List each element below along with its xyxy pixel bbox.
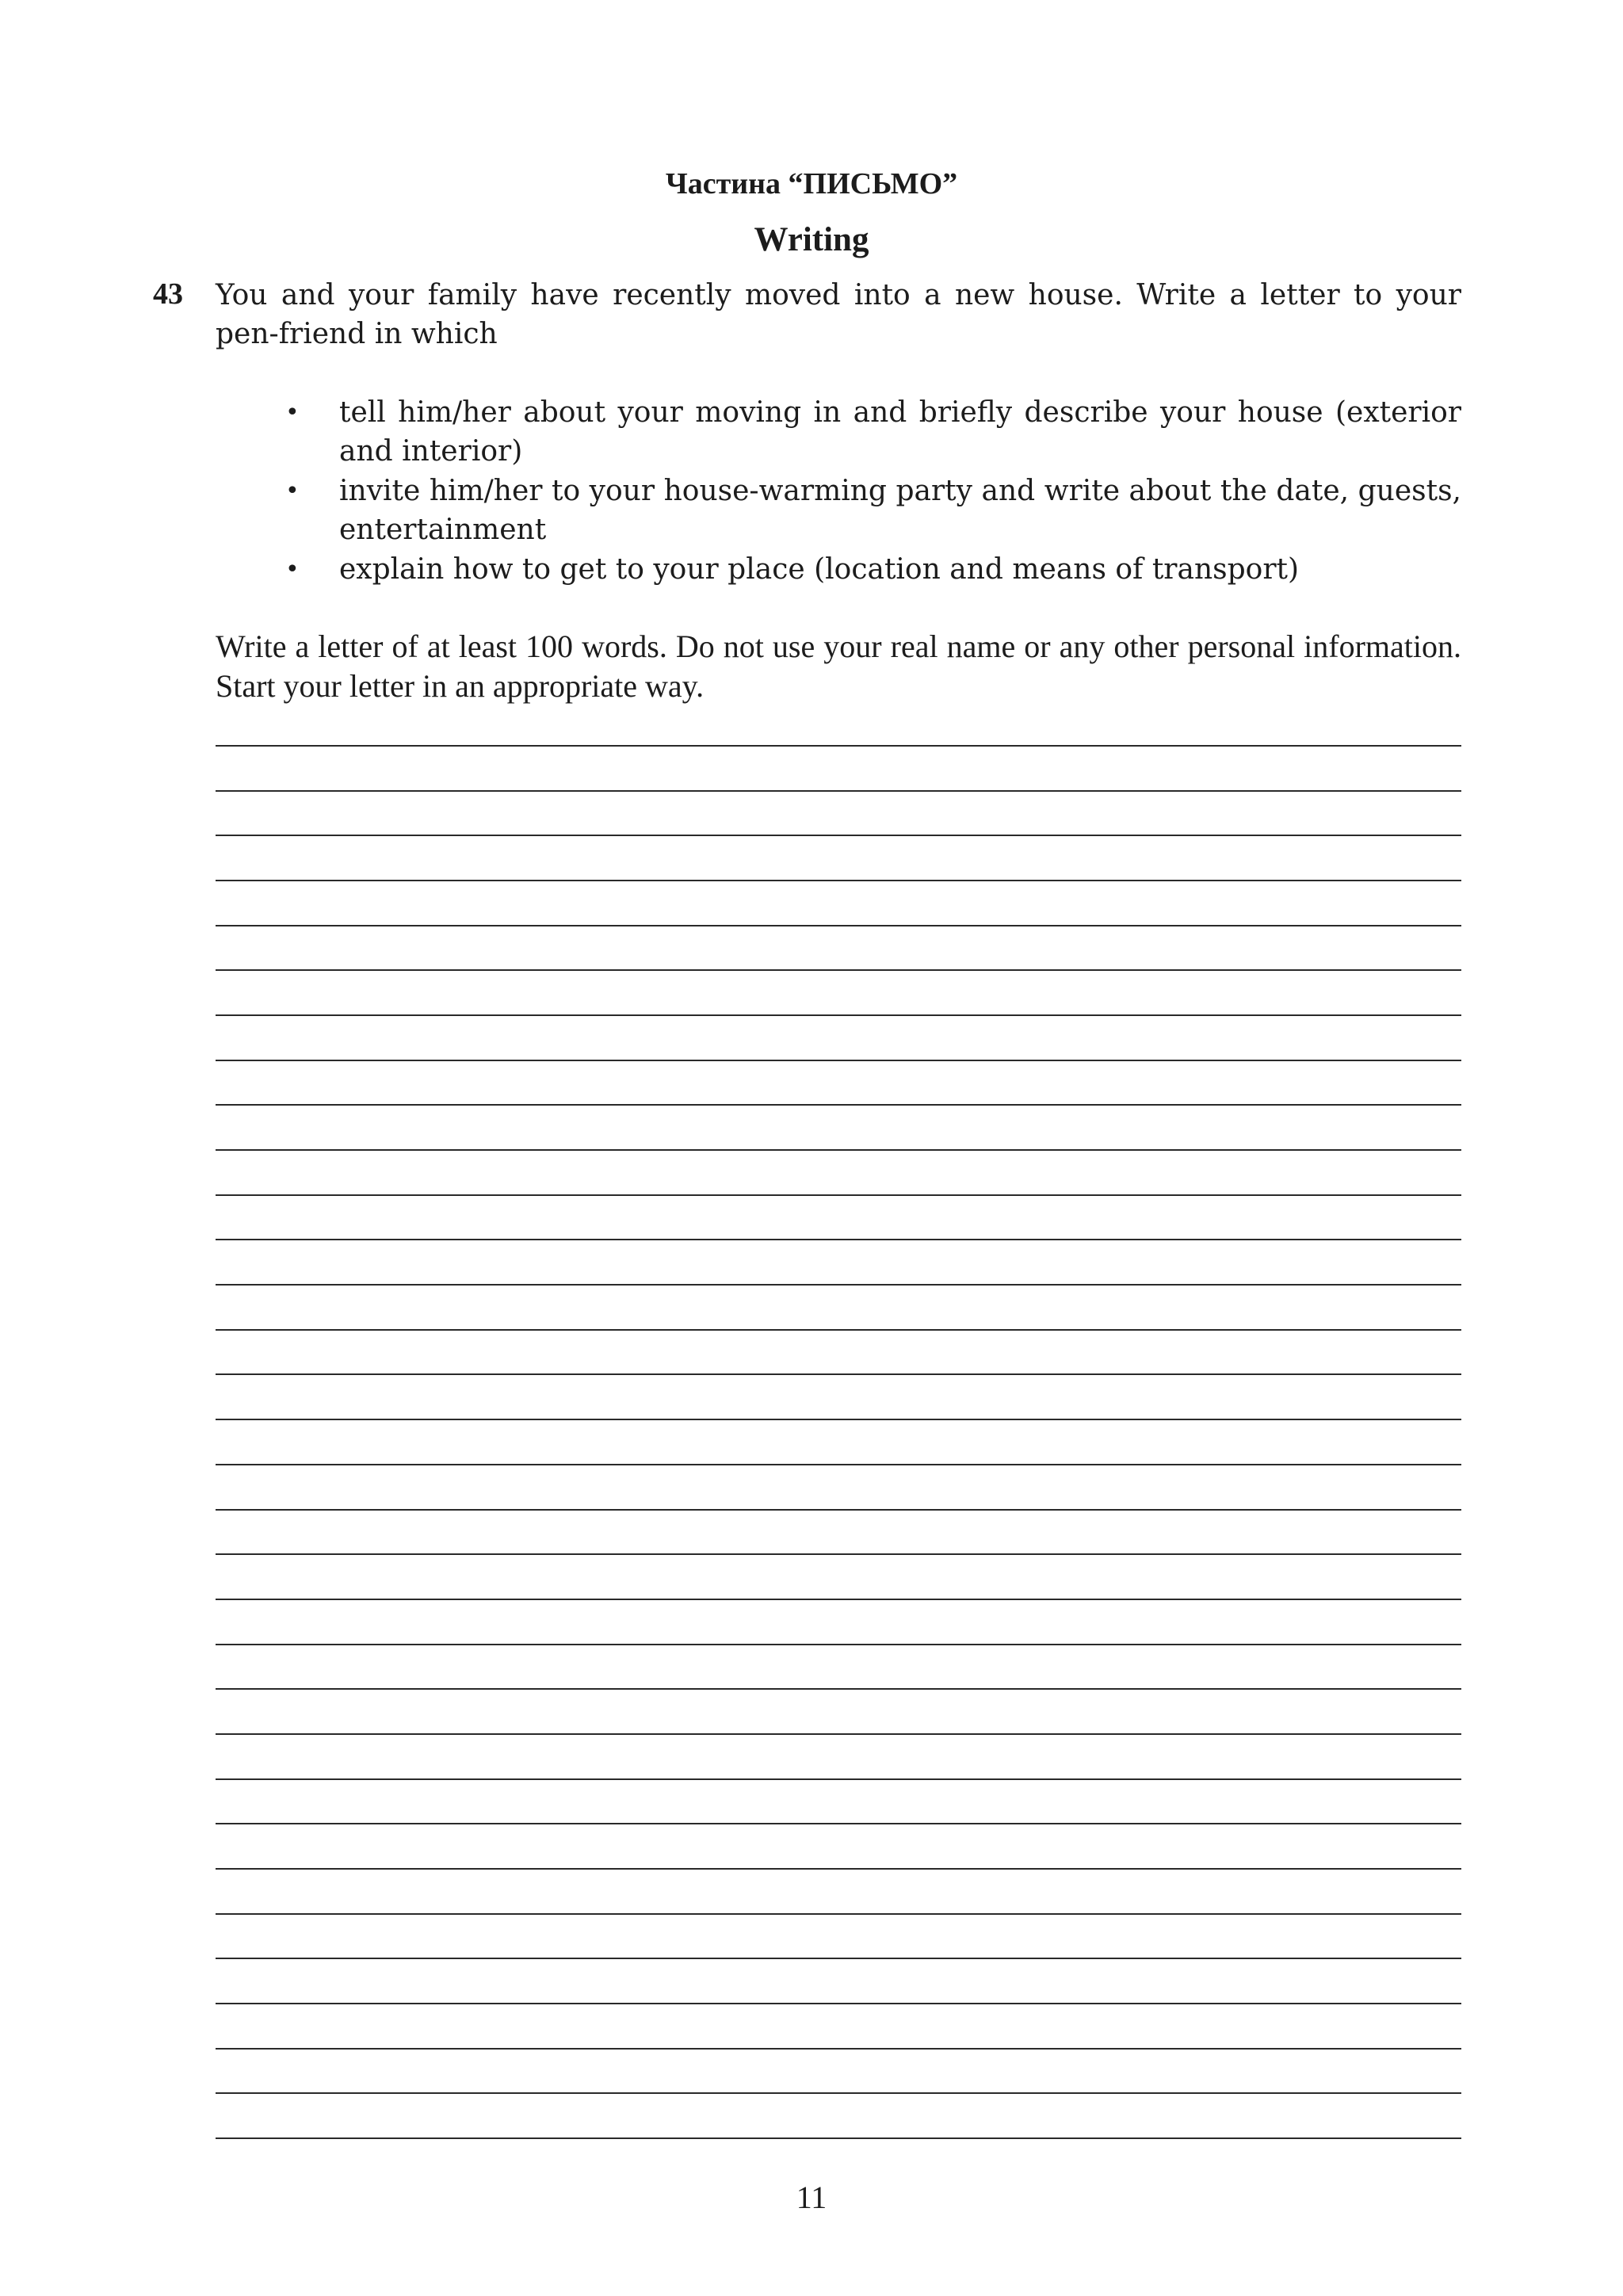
part-title: Частина “ПИСЬМО” (665, 167, 958, 201)
answer-line[interactable] (216, 1104, 1461, 1106)
answer-line[interactable] (216, 1373, 1461, 1375)
answer-line[interactable] (216, 2137, 1461, 2139)
page-number: 11 (796, 2179, 827, 2215)
task-bullet-text: explain how to get to your place (location and means of transport) (339, 553, 1300, 586)
answer-line[interactable] (216, 1913, 1461, 1915)
answer-line[interactable] (216, 1823, 1461, 1824)
task-instructions: Write a letter of at least 100 words. Do not use your real name or any other personal information. Start your letter in an appropriate way. (216, 628, 1461, 704)
answer-line[interactable] (216, 880, 1461, 881)
answer-line[interactable] (216, 1060, 1461, 1061)
answer-line[interactable] (216, 1419, 1461, 1420)
answer-line[interactable] (216, 969, 1461, 971)
answer-line[interactable] (216, 1194, 1461, 1196)
section-title: Writing (754, 221, 869, 258)
answer-line[interactable] (216, 1599, 1461, 1600)
answer-line[interactable] (216, 1688, 1461, 1690)
answer-line[interactable] (216, 1644, 1461, 1645)
answer-line[interactable] (216, 1284, 1461, 1286)
bullet-icon: • (285, 556, 300, 583)
answer-line[interactable] (216, 745, 1461, 747)
task-bullet-item (216, 393, 1461, 471)
task-bullet-text: invite him/her to your house-warming party and write about the date, guests, entertainment (339, 475, 1461, 546)
answer-line[interactable] (216, 1778, 1461, 1780)
answer-line[interactable] (216, 2048, 1461, 2050)
task-bullet-list (216, 393, 1461, 589)
answer-line[interactable] (216, 1553, 1461, 1555)
answer-line[interactable] (216, 835, 1461, 836)
answer-line[interactable] (216, 1149, 1461, 1151)
task-bullet-text: tell him/her about your moving in and briefly describe your house (exterior and interior) (339, 396, 1461, 468)
answer-line[interactable] (216, 1509, 1461, 1511)
task-prompt: You and your family have recently moved into a new house. Write a letter to your pen-friend in which (216, 279, 1461, 350)
answer-line[interactable] (216, 1868, 1461, 1870)
task-bullet-item (216, 472, 1461, 549)
task-bullet-item (216, 550, 1461, 589)
bullet-icon: • (285, 477, 300, 505)
answer-line[interactable] (216, 2092, 1461, 2094)
bullet-icon: • (285, 399, 300, 426)
answer-line[interactable] (216, 1014, 1461, 1016)
answer-line[interactable] (216, 1733, 1461, 1735)
answer-line[interactable] (216, 925, 1461, 926)
answer-line[interactable] (216, 1329, 1461, 1331)
answer-line[interactable] (216, 1239, 1461, 1240)
answer-line[interactable] (216, 1958, 1461, 1959)
task-number: 43 (153, 277, 183, 311)
answer-line[interactable] (216, 790, 1461, 792)
answer-line[interactable] (216, 2003, 1461, 2004)
answer-line[interactable] (216, 1464, 1461, 1465)
